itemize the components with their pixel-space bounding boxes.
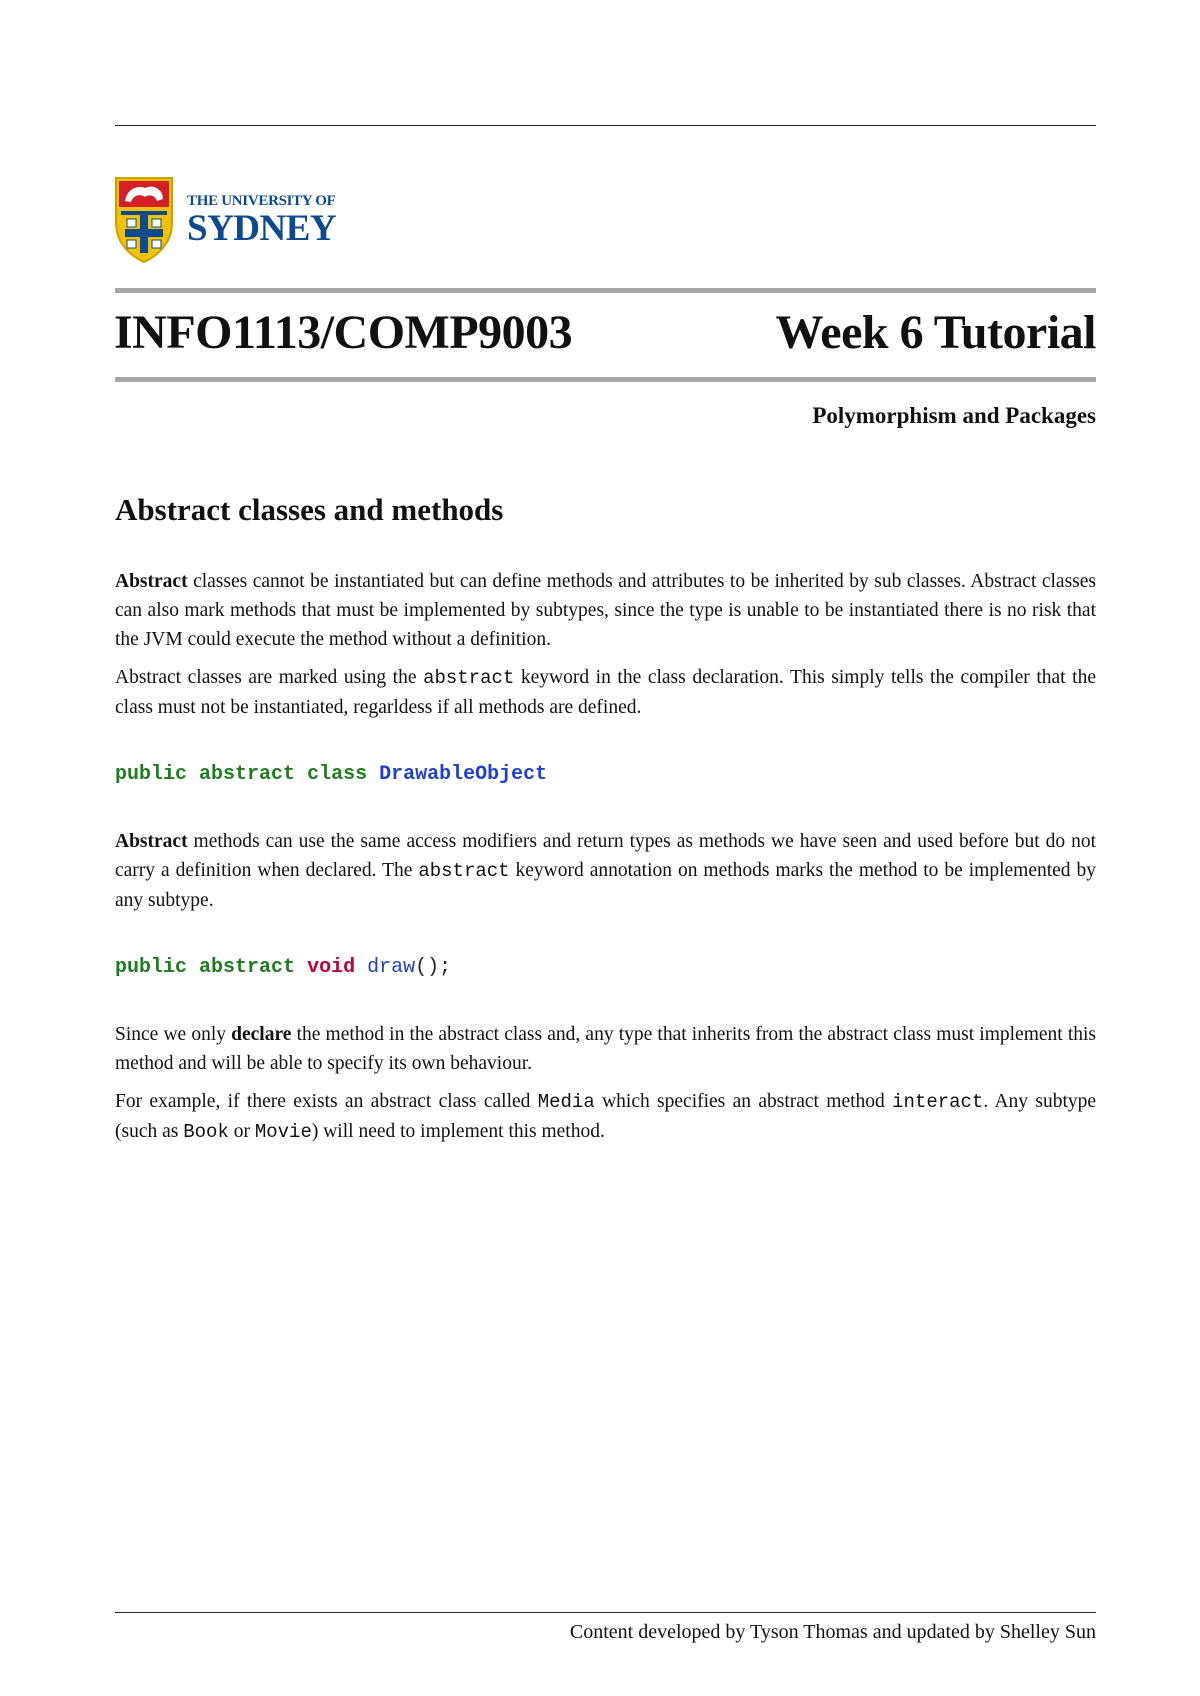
code-keyword: public [115,763,188,786]
paragraph-5-text-a: For example, if there exists an abstract class called [115,1091,538,1112]
title-rule-top [115,288,1096,293]
inline-code-abstract: abstract [418,860,510,882]
inline-code-abstract: abstract [423,667,515,689]
code-keyword: abstract [199,956,296,979]
paragraph-3-text-a: methods can use the same access modifiers and return types as methods we have seen and used before but do not carry a definition when declared. The [115,831,1096,881]
footer-rule [115,1612,1096,1613]
paragraph-3 [115,827,1096,915]
code-snippet-method [115,953,1096,983]
main-content [115,488,1096,1147]
inline-code-media: Media [537,1091,595,1113]
paragraph-3-bold: Abstract [115,831,188,852]
paragraph-4-text-b: the method in the abstract class and, any type that inherits from the abstract class must implement this method and will be able to specify its own behaviour. [115,1024,1097,1074]
course-code: INFO1113/COMP9003 [114,306,573,359]
week-title: Week 6 Tutorial [775,306,1096,359]
footer-credit: Content developed by Tyson Thomas and updated by Shelley Sun [569,1621,1096,1643]
code-snippet-class [115,760,1096,790]
code-class-name: DrawableObject [379,763,548,786]
section-heading: Abstract classes and methods [115,492,504,527]
paragraph-3-text-b: keyword annotation on methods marks the method to be implemented by any subtype. [115,860,1096,911]
inline-code-movie: Movie [254,1121,312,1143]
paragraph-5-text-d: or [228,1121,255,1142]
code-keyword: abstract [199,763,296,786]
paragraph-4 [115,1020,1096,1078]
inline-code-interact: interact [892,1091,984,1113]
paragraph-2-text-a: Abstract classes are marked using the [115,667,424,688]
inline-code-book: Book [183,1121,229,1143]
paragraph-2 [115,663,1096,722]
logo-line-1: THE UNIVERSITY OF [187,192,336,209]
paragraph-1 [115,567,1096,654]
logo-wordmark [187,194,336,247]
paragraph-5-text-b: which specifies an abstract method [594,1091,893,1112]
university-crest-icon [113,175,175,265]
paragraph-1-bold: Abstract [115,571,188,592]
logo-line-2: SYDNEY [187,207,337,249]
code-method-name: draw [367,956,416,979]
university-logo [113,175,336,265]
paragraph-2-text-b: keyword in the class declaration. This simply tells the compiler that the class must not be instantiated, regarldess if all methods are defined. [115,667,1096,718]
code-keyword: class [307,763,368,786]
paragraph-5-text-e: ) will need to implement this method. [311,1121,605,1142]
code-punctuation: (); [415,956,452,979]
topic-subtitle: Polymorphism and Packages [812,403,1096,428]
paragraph-4-bold: declare [231,1024,292,1045]
title-rule-bottom [115,377,1096,382]
paragraph-4-text-a: Since we only [115,1024,232,1045]
top-rule [115,125,1096,126]
paragraph-5-text-c: . Any subtype (such as [115,1091,1097,1142]
code-type: void [307,956,356,979]
paragraph-5 [115,1087,1096,1147]
code-keyword: public [115,956,188,979]
paragraph-1-text: classes cannot be instantiated but can define methods and attributes to be inherited by sub classes. Abstract classes can also mark methods that must be implemented by subtypes, since the type is unable to be instantiated there is no risk that the JVM could execute the method without a definition. [115,571,1096,650]
